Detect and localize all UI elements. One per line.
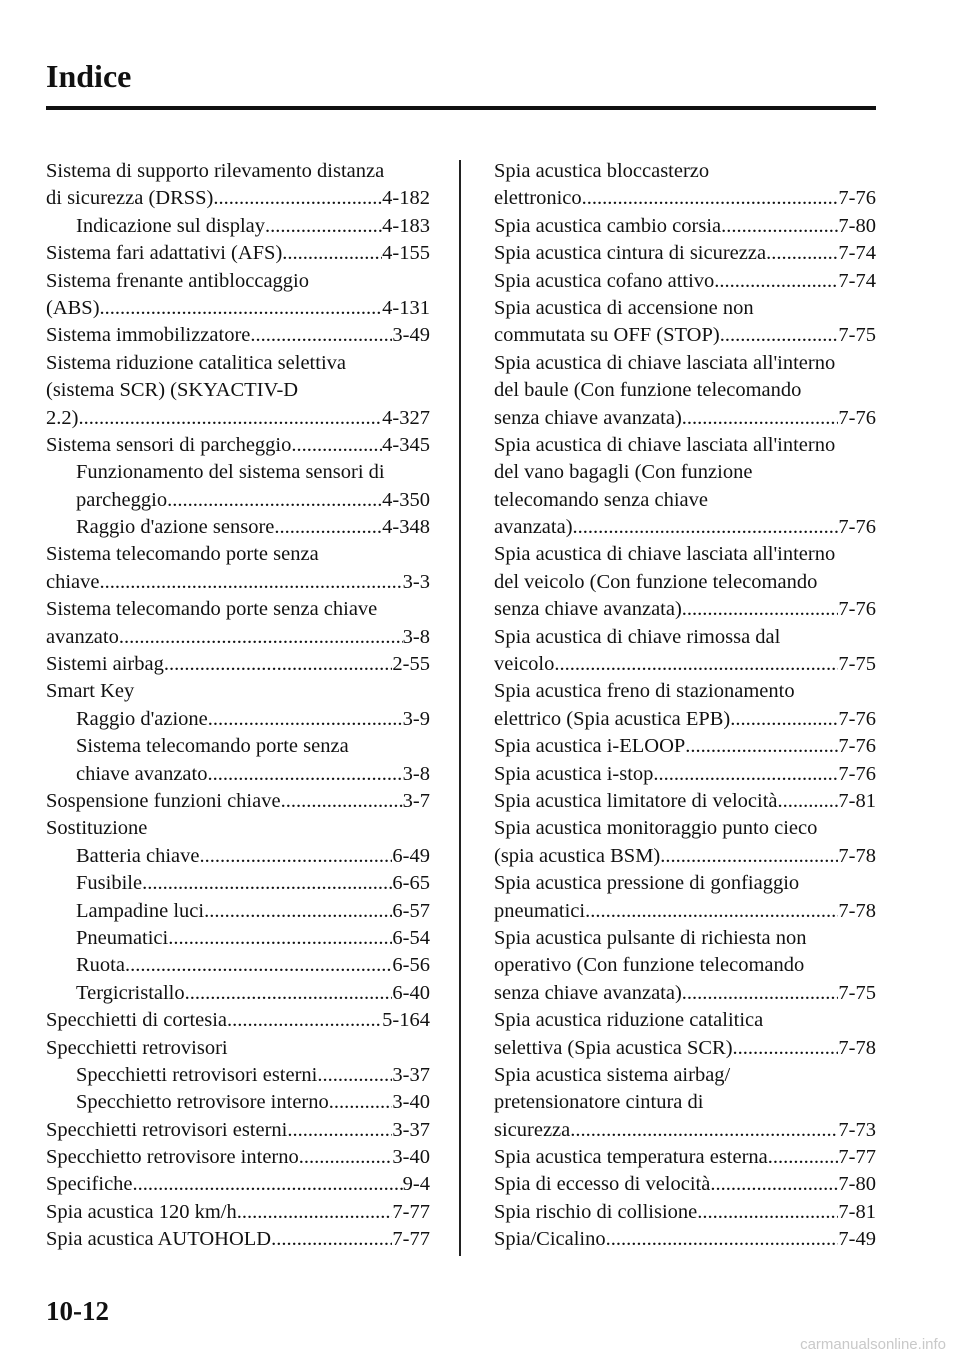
index-entry	[494, 788, 876, 815]
index-entry	[46, 952, 430, 979]
index-entry-text: Spia acustica limitatore di velocità	[494, 789, 778, 812]
index-entry: (sistema SCR) (SKYACTIV-D	[46, 379, 299, 402]
dot-leader	[287, 1117, 392, 1144]
index-entry: Spia acustica monitoraggio punto cieco	[494, 817, 818, 840]
index-entry	[46, 788, 430, 815]
dot-leader	[766, 240, 838, 267]
index-entry-page: 3-49	[392, 324, 430, 347]
index-entry-page: 4-345	[382, 433, 430, 456]
dot-leader	[237, 1199, 393, 1226]
index-entry	[494, 1117, 876, 1144]
index-entry-page: 3-8	[402, 625, 430, 648]
index-entry	[494, 1144, 876, 1171]
dot-leader	[682, 405, 839, 432]
index-entry: Sistema telecomando porte senza	[46, 543, 319, 566]
index-entry: Funzionamento del sistema sensori di	[76, 461, 385, 484]
index-entry-page: 3-7	[402, 789, 430, 812]
dot-leader	[653, 761, 838, 788]
dot-leader	[685, 733, 838, 760]
index-entry-text: Spia acustica cintura di sicurezza	[494, 242, 767, 265]
dot-leader	[200, 843, 393, 870]
index-entry: Sistema frenante antibloccaggio	[46, 269, 309, 292]
index-entry-text: Spia acustica i-ELOOP	[494, 735, 686, 758]
index-entry-page: 7-76	[838, 406, 876, 429]
index-entry	[494, 213, 876, 240]
index-entry	[46, 322, 430, 349]
page-number: 10-12	[46, 1296, 109, 1326]
index-entry: Spia acustica pressione di gonfiaggio	[494, 872, 800, 895]
index-entry: Spia acustica di accensione non	[494, 296, 754, 319]
dot-leader	[119, 624, 403, 651]
dot-leader	[329, 1089, 393, 1116]
index-entry: Spia acustica di chiave lasciata all'interno	[494, 351, 836, 374]
dot-leader	[78, 405, 382, 432]
dot-leader	[778, 788, 839, 815]
index-entry	[46, 1226, 430, 1253]
index-entry-page: 6-49	[392, 844, 430, 867]
index-entry	[46, 651, 430, 678]
index-entry-page: 7-80	[838, 1173, 876, 1196]
index-entry-page: 3-40	[392, 1091, 430, 1114]
index-entry-text: Spia rischio di collisione	[494, 1200, 698, 1223]
dot-leader	[660, 843, 838, 870]
index-entry	[494, 733, 876, 760]
index-entry	[46, 1089, 430, 1116]
index-entry-text: Specchietto retrovisore interno	[76, 1091, 329, 1114]
index-entry-text: Specchietti di cortesia	[46, 1009, 228, 1032]
index-entry	[494, 1226, 876, 1253]
index-entry-text: Spia acustica cambio corsia	[494, 214, 722, 237]
index-entry	[494, 1035, 876, 1062]
index-entry-page: 4-131	[382, 296, 430, 319]
index-entry-text: Batteria chiave	[76, 844, 200, 867]
index-entry: Sistema telecomando porte senza	[76, 735, 349, 758]
dot-leader	[265, 213, 382, 240]
index-entry: Sistema riduzione catalitica selettiva	[46, 351, 346, 374]
index-column-left	[46, 158, 430, 1254]
index-entry-page: 7-73	[838, 1118, 876, 1141]
index-entry	[494, 1199, 876, 1226]
index-entry	[46, 843, 430, 870]
dot-leader	[185, 980, 393, 1007]
index-entry-page: 3-8	[402, 762, 430, 785]
index-entry: del baule (Con funzione telecomando	[494, 379, 802, 402]
index-entry-text: Pneumatici	[76, 926, 169, 949]
index-entry-text: Sistemi airbag	[46, 653, 164, 676]
index-entry-text: Sospensione funzioni chiave	[46, 789, 281, 812]
index-entry-page: 6-65	[392, 872, 430, 895]
index-entry-page: 9-4	[402, 1173, 430, 1196]
column-divider	[459, 160, 461, 1256]
index-entry-text: senza chiave avanzata)	[494, 406, 682, 429]
index-entry-text: sicurezza	[494, 1118, 571, 1141]
dot-leader	[697, 1199, 838, 1226]
index-entry	[494, 405, 876, 432]
dot-leader	[606, 1226, 839, 1253]
index-entry-page: 6-56	[392, 954, 430, 977]
index-entry	[46, 761, 430, 788]
index-entry	[494, 185, 876, 212]
index-entry	[46, 980, 430, 1007]
index-entry	[494, 898, 876, 925]
dot-leader	[100, 295, 383, 322]
index-entry-text: Spia acustica 120 km/h	[46, 1200, 237, 1223]
dot-leader	[167, 487, 382, 514]
index-entry-text: Sistema sensori di parcheggio	[46, 433, 292, 456]
index-entry: Sistema di supporto rilevamento distanza	[46, 160, 385, 182]
index-entry-page: 3-37	[392, 1118, 430, 1141]
index-entry-page: 7-74	[838, 269, 876, 292]
index-entry	[494, 596, 876, 623]
index-entry: telecomando senza chiave	[494, 488, 708, 511]
index-entry	[46, 1171, 430, 1198]
index-entry	[46, 487, 430, 514]
dot-leader	[208, 706, 403, 733]
index-entry-page: 7-78	[838, 1036, 876, 1059]
index-entry	[494, 651, 876, 678]
index-entry-text: Lampadine luci	[76, 899, 205, 922]
index-entry-page: 7-76	[838, 187, 876, 210]
index-entry: del vano bagagli (Con funzione	[494, 461, 753, 484]
index-entry-page: 3-3	[402, 570, 430, 593]
index-entry-text: Specchietti retrovisori esterni	[76, 1063, 318, 1086]
index-entry-page: 7-75	[838, 324, 876, 347]
index-entry-text: Specchietti retrovisori esterni	[46, 1118, 288, 1141]
index-entry	[494, 240, 876, 267]
index-entry-page: 3-9	[402, 707, 430, 730]
index-entry	[46, 213, 430, 240]
index-entry: Spia acustica di chiave lasciata all'interno	[494, 433, 836, 456]
index-entry-page: 7-75	[838, 653, 876, 676]
dot-leader	[125, 952, 392, 979]
dot-leader	[570, 1117, 838, 1144]
dot-leader	[168, 925, 392, 952]
dot-leader	[164, 651, 393, 678]
index-entry-page: 7-81	[838, 789, 876, 812]
index-entry-text: veicolo	[494, 653, 555, 676]
dot-leader	[100, 569, 403, 596]
index-entry-text: commutata su OFF (STOP)	[494, 324, 720, 347]
index-entry	[46, 1062, 430, 1089]
index-entry	[494, 980, 876, 1007]
dot-leader	[768, 1144, 839, 1171]
index-entry	[46, 624, 430, 651]
index-entry-text: senza chiave avanzata)	[494, 598, 682, 621]
index-entry-text: Specifiche	[46, 1173, 133, 1196]
header-rule	[46, 106, 876, 110]
dot-leader	[682, 596, 839, 623]
index-entry-text: avanzata)	[494, 516, 573, 539]
index-entry-page: 7-76	[838, 516, 876, 539]
index-entry	[46, 432, 430, 459]
index-entry-page: 6-57	[392, 899, 430, 922]
index-entry-text: 2.2)	[46, 406, 79, 429]
index-entry: Sostituzione	[46, 817, 148, 840]
index-column-right	[494, 158, 876, 1254]
index-entry-page: 4-327	[382, 406, 430, 429]
index-entry	[46, 1144, 430, 1171]
index-entry	[494, 322, 876, 349]
dot-leader	[682, 980, 839, 1007]
dot-leader	[720, 322, 839, 349]
index-entry-text: senza chiave avanzata)	[494, 981, 682, 1004]
index-entry-text: Raggio d'azione sensore	[76, 516, 275, 539]
index-entry	[46, 569, 430, 596]
index-entry-text: parcheggio	[76, 488, 168, 511]
index-entry-page: 7-80	[838, 214, 876, 237]
dot-leader	[227, 1007, 382, 1034]
dot-leader	[299, 1144, 393, 1171]
dot-leader	[710, 1171, 838, 1198]
index-entry-text: Spia/Cicalino	[494, 1228, 606, 1251]
index-entry	[46, 1199, 430, 1226]
index-entry-text: Spia acustica temperatura esterna	[494, 1146, 768, 1169]
dot-leader	[250, 322, 392, 349]
index-entry-page: 4-155	[382, 242, 430, 265]
index-entry-text: (spia acustica BSM)	[494, 844, 661, 867]
index-entry-text: Sistema immobilizzatore	[46, 324, 251, 347]
index-entry	[494, 843, 876, 870]
index-entry-text: chiave	[46, 570, 100, 593]
dot-leader	[714, 268, 838, 295]
index-entry: Spia acustica bloccasterzo	[494, 160, 710, 182]
index-entry: Spia acustica pulsante di richiesta non	[494, 926, 807, 949]
index-entry-text: Sistema fari adattativi (AFS)	[46, 242, 283, 265]
dot-leader	[282, 240, 382, 267]
dot-leader	[281, 788, 403, 815]
dot-leader	[582, 185, 839, 212]
index-entry: Smart Key	[46, 680, 135, 703]
dot-leader	[730, 706, 838, 733]
index-entry	[46, 870, 430, 897]
index-entry-text: Ruota	[76, 954, 125, 977]
index-entry: Spia acustica riduzione catalitica	[494, 1009, 764, 1032]
index-entry-page: 3-37	[392, 1063, 430, 1086]
index-entry-page: 7-76	[838, 762, 876, 785]
index-entry: pretensionatore cintura di	[494, 1091, 704, 1114]
index-entry-page: 4-348	[382, 516, 430, 539]
index-entry-text: Indicazione sul display	[76, 214, 266, 237]
index-entry	[494, 761, 876, 788]
dot-leader	[213, 185, 382, 212]
index-entry-text: elettronico	[494, 187, 582, 210]
index-entry	[46, 1007, 430, 1034]
index-entry: Spia acustica sistema airbag/	[494, 1063, 731, 1086]
index-entry-text: avanzato	[46, 625, 119, 648]
dot-leader	[204, 898, 392, 925]
index-entry-page: 7-76	[838, 707, 876, 730]
index-entry-page: 7-76	[838, 735, 876, 758]
index-entry: Spia acustica di chiave lasciata all'interno	[494, 543, 836, 566]
page-title: Indice	[46, 58, 132, 94]
index-entry	[46, 898, 430, 925]
index-entry: Specchietti retrovisori	[46, 1036, 228, 1059]
index-entry-page: 5-164	[382, 1009, 430, 1032]
watermark: carmanualsonline.info	[800, 1336, 946, 1353]
index-entry-text: (ABS)	[46, 296, 100, 319]
dot-leader	[573, 514, 839, 541]
dot-leader	[271, 1226, 392, 1253]
index-entry	[46, 514, 430, 541]
index-entry-page: 7-49	[838, 1228, 876, 1251]
dot-leader	[291, 432, 382, 459]
index-entry-page: 7-78	[838, 899, 876, 922]
index-entry	[46, 295, 430, 322]
index-entry-page: 7-77	[838, 1146, 876, 1169]
index-entry	[494, 268, 876, 295]
index-entry-page: 4-183	[382, 214, 430, 237]
index-entry-page: 7-81	[838, 1200, 876, 1223]
index-entry-page: 7-78	[838, 844, 876, 867]
index-entry: Spia acustica di chiave rimossa dal	[494, 625, 781, 648]
index-entry-text: Specchietto retrovisore interno	[46, 1146, 299, 1169]
index-entry	[46, 925, 430, 952]
index-entry	[46, 706, 430, 733]
index-entry-text: selettiva (Spia acustica SCR)	[494, 1036, 733, 1059]
dot-leader	[721, 213, 838, 240]
index-entry-text: Raggio d'azione	[76, 707, 208, 730]
dot-leader	[733, 1035, 839, 1062]
index-entry: Spia acustica freno di stazionamento	[494, 680, 795, 703]
index-entry-page: 2-55	[392, 653, 430, 676]
index-entry-text: Fusibile	[76, 872, 143, 895]
index-entry	[494, 706, 876, 733]
index-entry: operativo (Con funzione telecomando	[494, 954, 805, 977]
index-entry-text: chiave avanzato	[76, 762, 208, 785]
index-entry-text: Tergicristallo	[76, 981, 185, 1004]
index-entry-page: 7-77	[392, 1228, 430, 1251]
index-entry-text: elettrico (Spia acustica EPB)	[494, 707, 731, 730]
index-entry-page: 6-54	[392, 926, 430, 949]
index-entry-text: Spia acustica cofano attivo	[494, 269, 715, 292]
dot-leader	[585, 898, 838, 925]
dot-leader	[317, 1062, 392, 1089]
dot-leader	[274, 514, 382, 541]
index-entry: Sistema telecomando porte senza chiave	[46, 598, 378, 621]
index-entry	[46, 185, 430, 212]
index-entry-page: 4-350	[382, 488, 430, 511]
index-entry-page: 6-40	[392, 981, 430, 1004]
index-entry-page: 4-182	[382, 187, 430, 210]
index-entry	[46, 240, 430, 267]
index-entry-text: Spia acustica i-stop	[494, 762, 654, 785]
dot-leader	[554, 651, 838, 678]
index-entry: del veicolo (Con funzione telecomando	[494, 570, 818, 593]
index-entry	[494, 1171, 876, 1198]
index-entry-page: 7-75	[838, 981, 876, 1004]
index-entry-page: 7-74	[838, 242, 876, 265]
dot-leader	[207, 761, 402, 788]
index-entry-page: 3-40	[392, 1146, 430, 1169]
dot-leader	[142, 870, 392, 897]
index-entry-text: Spia di eccesso di velocità	[494, 1173, 711, 1196]
index-entry-text: pneumatici	[494, 899, 586, 922]
dot-leader	[133, 1171, 403, 1198]
index-entry-page: 7-76	[838, 598, 876, 621]
index-entry	[46, 405, 430, 432]
index-entry-text: di sicurezza (DRSS)	[46, 187, 214, 210]
index-entry	[46, 1117, 430, 1144]
index-entry-text: Spia acustica AUTOHOLD	[46, 1228, 272, 1251]
index-entry	[494, 514, 876, 541]
index-entry-page: 7-77	[392, 1200, 430, 1223]
